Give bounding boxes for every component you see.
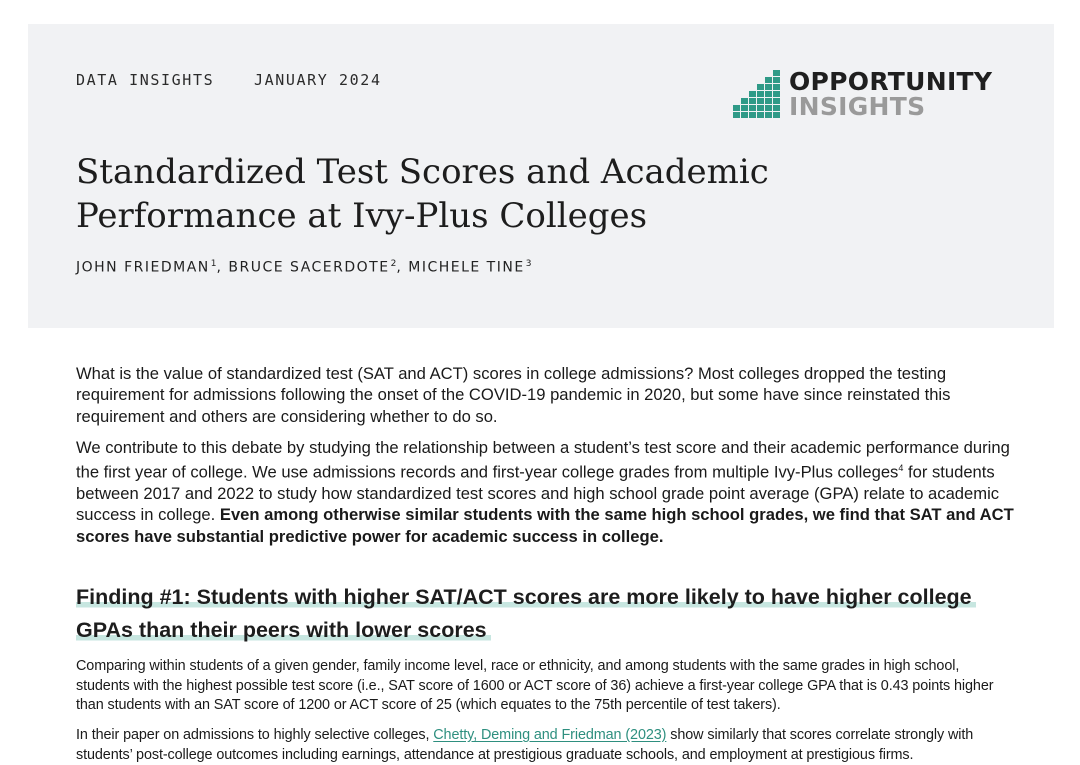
opportunity-insights-logo[interactable] bbox=[733, 67, 1008, 122]
category-tag: DATA INSIGHTS bbox=[76, 71, 215, 89]
publication-date: JANUARY 2024 bbox=[254, 71, 382, 89]
intro-paragraph-1: What is the value of standardized test (SAT and ACT) scores in college admissions? Most colleges dropped the testing requirement for admissions following the onset of the COVID-19 pandemic in 2020, but some have since reinstated this requirement and others are considering whether to do so. bbox=[76, 364, 951, 426]
bar-grid-icon bbox=[733, 70, 785, 120]
intro-paragraph-2 bbox=[76, 437, 1016, 547]
finding-1-body-2-text-cont: show similarly that scores correlate strongly with students’ post-college outcomes including earnings, attendance at prestigious graduate schools, and employment at prestigious firms. bbox=[76, 727, 974, 763]
key-finding-bold: Even among otherwise similar students with the same high school grades, we find that SAT and ACT scores have substantial predictive power for academic success in college. bbox=[76, 505, 1014, 546]
author-name: MICHELE TINE bbox=[408, 259, 525, 276]
finding-1-body-2-text: In their paper on admissions to highly selective colleges, bbox=[76, 727, 434, 743]
intro-paragraph-2-text-cont: for students between 2017 and 2022 to study how standardized test scores and high school grade point average (GPA) relate to academic success in college. bbox=[76, 462, 1000, 525]
finding-1-heading bbox=[76, 581, 1016, 647]
author-list: JOHN FRIEDMAN$^1$, BRUCE SACERDOTE$^2$, MICHELE TINE$^3$ bbox=[76, 259, 532, 276]
logo-word-insights: INSIGHTS bbox=[789, 92, 926, 121]
finding-1-body: Comparing within students of a given gender, family income level, race or ethnicity, and among students with the same grades in high school, students with the highest possible test score (i.e., SAT score of 1600 or ACT score of 36) achieve a first-year college GPA that is 0.43 points higher than students with an SAT score of 1200 or ACT score of 25 (which equates to the 75th percentile of test takers). bbox=[76, 658, 994, 714]
logo-word-opportunity: OPPORTUNITY bbox=[789, 67, 993, 96]
finding-1-body-2 bbox=[76, 726, 1016, 765]
citation-link[interactable]: Chetty, Deming and Friedman (2023) bbox=[433, 727, 667, 743]
finding-1-heading-text: Finding #1: Students with higher SAT/ACT scores are more likely to have higher college GPAs than their peers with lower scores bbox=[76, 585, 976, 642]
footnote-ref[interactable]: 4 bbox=[898, 463, 904, 474]
page-title: Standardized Test Scores and Academic Performance at Ivy-Plus Colleges bbox=[76, 152, 769, 236]
author-footnote-ref[interactable]: 3 bbox=[525, 259, 532, 269]
author-name: JOHN FRIEDMAN bbox=[76, 259, 210, 276]
author-footnote-ref[interactable]: 1 bbox=[210, 259, 217, 269]
author-footnote-ref[interactable]: 2 bbox=[390, 259, 397, 269]
author-name: BRUCE SACERDOTE bbox=[228, 259, 390, 276]
intro-paragraph-2-text: We contribute to this debate by studying the relationship between a student’s test score and their academic performance during the first year of college. We use admissions records and first-year college grades from multiple Ivy-Plus colleges bbox=[76, 438, 1010, 482]
